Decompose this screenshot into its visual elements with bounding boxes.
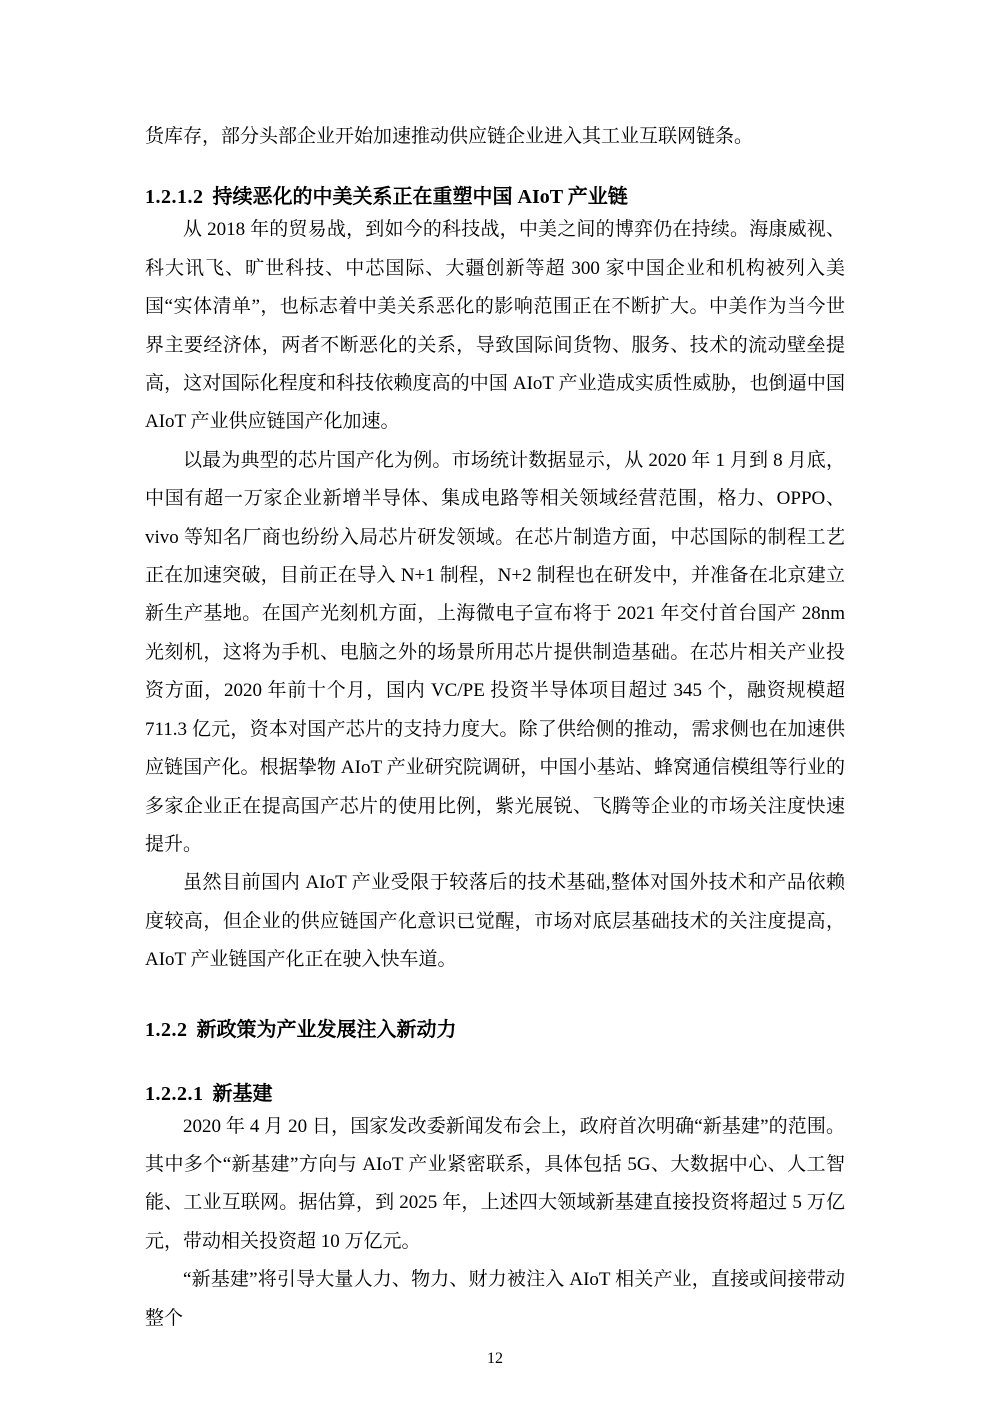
- heading-title: 持续恶化的中美关系正在重塑中国 AIoT 产业链: [212, 186, 628, 209]
- paragraph-supply-chain-awakening: 虽然目前国内 AIoT 产业受限于较落后的技术基础,整体对国外技术和产品依赖度较高，但企业的供应链国产化意识已觉醒，市场对底层基础技术的关注度提高，AIoT 产业链国产化正在驶入快车道。: [145, 872, 845, 971]
- heading-number: 1.2.2.1: [145, 1082, 204, 1105]
- heading-title: 新基建: [212, 1082, 273, 1105]
- paragraph-new-infra-guide: “新基建”将引导大量人力、物力、财力被注入 AIoT 相关产业，直接或间接带动整个: [145, 1269, 845, 1329]
- section-heading-1.2.2: [145, 1016, 845, 1044]
- paragraph-chip-localization: 以最为典型的芯片国产化为例。市场统计数据显示，从 2020 年 1 月到 8 月底，中国有超一万家企业新增半导体、集成电路等相关领域经营范围，格力、OPPO、vivo 等知名厂商也纷纷入局芯片研发领域。在芯片制造方面，中芯国际的制程工艺正在加速突破，目前正在导入 N+1 制程，N+2 制程也在研发中，并准备在北京建立新生产基地。在国产光刻机方面，上海微电子宣布将于 2021 年交付首台国产 28nm 光刻机，这将为手机、电脑之外的场景所用芯片提供制造基础。在芯片相关产业投资方面，2020 年前十个月，国内 VC/PE 投资半导体项目超过 345 个，融资规模超 711.3 亿元，资本对国产芯片的支持力度大。除了供给侧的推动，需求侧也在加速供应链国产化。根据挚物 AIoT 产业研究院调研，中国小基站、蜂窝通信模组等行业的多家企业正在提高国产芯片的使用比例，紫光展锐、飞腾等企业的市场关注度快速提升。: [145, 449, 845, 855]
- section-heading-1.2.2.1: [145, 1080, 845, 1108]
- heading-number: 1.2.2: [145, 1018, 188, 1041]
- heading-title: 新政策为产业发展注入新动力: [196, 1018, 457, 1041]
- paragraph-new-infra-scope: 2020 年 4 月 20 日，国家发改委新闻发布会上，政府首次明确“新基建”的范围。其中多个“新基建”方向与 AIoT 产业紧密联系，具体包括 5G、大数据中心、人工智能、工业互联网。据估算，到 2025 年，上述四大领域新基建直接投资将超过 5 万亿元，带动相关投资超 10 万亿元。: [145, 1115, 845, 1252]
- section-heading-1.2.1.2: [145, 183, 845, 211]
- page-number: 12: [487, 1349, 503, 1367]
- heading-number: 1.2.1.2: [145, 186, 204, 209]
- continuation-paragraph: 货库存，部分头部企业开始加速推动供应链企业进入其工业互联网链条。: [145, 126, 754, 147]
- page-content: [145, 0, 845, 1369]
- paragraph-trade-war: 从 2018 年的贸易战，到如今的科技战，中美之间的博弈仍在持续。海康威视、科大讯飞、旷世科技、中芯国际、大疆创新等超 300 家中国企业和机构被列入美国“实体清单”，也标志着中美关系恶化的影响范围正在不断扩大。中美作为当今世界主要经济体，两者不断恶化的关系，导致国际间货物、服务、技术的流动壁垒提高，这对国际化程度和科技依赖度高的中国 AIoT 产业造成实质性威胁，也倒逼中国 AIoT 产业供应链国产化加速。: [145, 219, 845, 433]
